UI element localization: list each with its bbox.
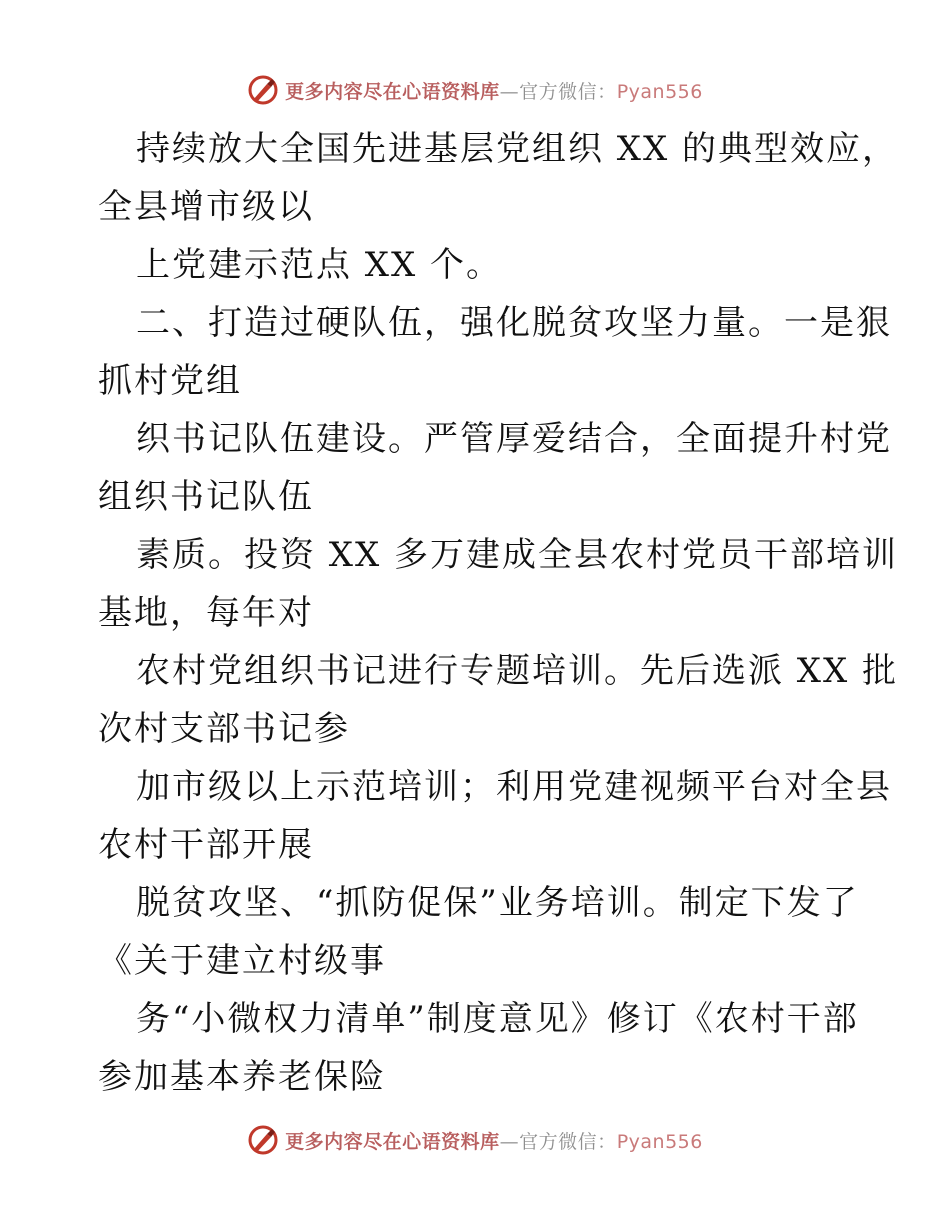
text-line: 基地，每年对 bbox=[98, 593, 314, 633]
red-circle-pen-logo-icon bbox=[247, 1124, 279, 1156]
watermark-brand: 更多内容尽在心语资料库 bbox=[285, 80, 500, 103]
text-line: 务“小微权力清单”制度意见》修订《农村干部 bbox=[136, 999, 859, 1039]
text-line: 上党建示范点 XX 个。 bbox=[136, 245, 503, 285]
watermark-wechat-label: 官方微信： bbox=[519, 1130, 617, 1153]
watermark-separator: — bbox=[499, 1130, 520, 1153]
text-line: 组织书记队伍 bbox=[98, 477, 314, 517]
watermark-text bbox=[285, 77, 703, 104]
watermark-wechat-account: Pyan556 bbox=[616, 80, 703, 103]
text-line: 加市级以上示范培训；利用党建视频平台对全县 bbox=[136, 767, 892, 807]
document-body bbox=[98, 120, 899, 1106]
header-watermark bbox=[0, 70, 950, 110]
text-line: 次村支部书记参 bbox=[98, 709, 350, 749]
watermark-wechat-account: Pyan556 bbox=[616, 1130, 703, 1153]
text-line: 《关于建立村级事 bbox=[98, 941, 386, 981]
watermark-wechat-label: 官方微信： bbox=[519, 80, 617, 103]
watermark-separator: — bbox=[499, 80, 520, 103]
footer-watermark bbox=[0, 1120, 950, 1160]
text-line: 全县增市级以 bbox=[98, 187, 314, 227]
text-line: 持续放大全国先进基层党组织 XX 的典型效应， bbox=[136, 129, 899, 169]
text-line: 素质。投资 XX 多万建成全县农村党员干部培训 bbox=[136, 535, 899, 575]
watermark-text bbox=[285, 1127, 703, 1154]
text-line: 抓村党组 bbox=[98, 361, 242, 401]
text-line: 织书记队伍建设。严管厚爱结合，全面提升村党 bbox=[136, 419, 892, 459]
text-line: 脱贫攻坚、“抓防促保”业务培训。制定下发了 bbox=[136, 883, 859, 923]
text-line: 二、打造过硬队伍，强化脱贫攻坚力量。一是狠 bbox=[136, 303, 892, 343]
text-line: 参加基本养老保险 bbox=[98, 1057, 386, 1097]
text-line: 农村干部开展 bbox=[98, 825, 314, 865]
watermark-brand: 更多内容尽在心语资料库 bbox=[285, 1130, 500, 1153]
text-line: 农村党组织书记进行专题培训。先后选派 XX 批 bbox=[136, 651, 899, 691]
red-circle-pen-logo-icon bbox=[247, 74, 279, 106]
